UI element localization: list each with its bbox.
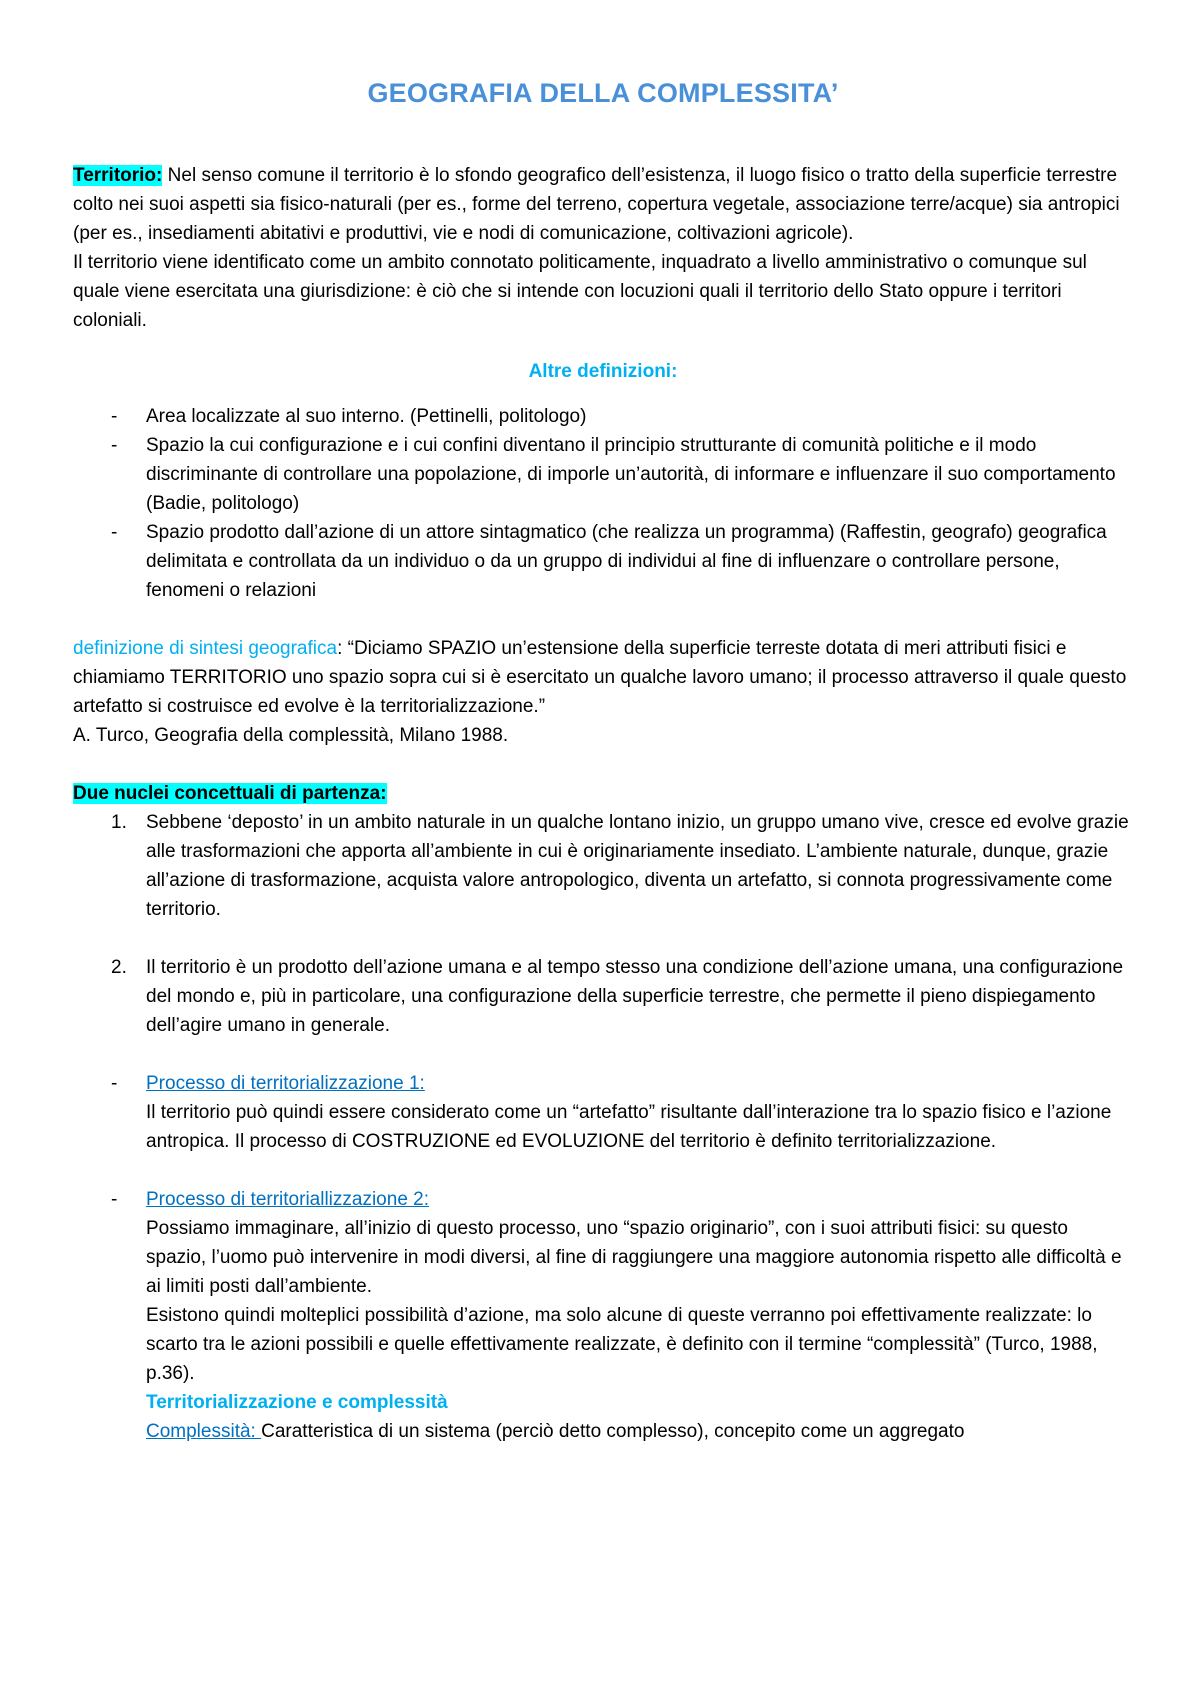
list-item-text: Spazio prodotto dall’azione di un attore sintagmatico (che realizza un programma) (Raffestin, geografo) geografica delimitata e controllata da un individuo o da un gruppo di individui al fine di influenzare o controllare persone, fenomeni o relazioni bbox=[146, 522, 1107, 601]
altre-definizioni-heading: Altre definizioni: bbox=[528, 361, 678, 382]
altre-definizioni-list bbox=[73, 402, 1133, 605]
list-item bbox=[73, 431, 1133, 518]
processo-2-link[interactable]: Processo di territoriallizzazione 2: bbox=[146, 1189, 430, 1210]
nuclei-heading: Due nuclei concettuali di partenza: bbox=[73, 783, 387, 804]
territorio-paragraph bbox=[73, 161, 1133, 248]
processo-1-link[interactable]: Processo di territorializzazione 1: bbox=[146, 1073, 425, 1094]
list-item bbox=[73, 1069, 1133, 1156]
list-item bbox=[73, 808, 1133, 924]
sintesi-citation: A. Turco, Geografia della complessità, Milano 1988. bbox=[73, 725, 509, 746]
list-item bbox=[73, 518, 1133, 605]
list-item bbox=[73, 953, 1133, 1040]
processo-2-text-2: Esistono quindi molteplici possibilità d’azione, ma solo alcune di queste verranno poi effettivamente realizzate: lo scarto tra le azioni possibili e quelle effettivamente realizzate, è definito con il termine “complessità” (Turco, 1988, p.36). bbox=[146, 1305, 1098, 1384]
list-item bbox=[73, 402, 1133, 431]
document-page bbox=[73, 78, 1133, 1446]
dash-bullet: - bbox=[111, 406, 118, 427]
list-item-text: Sebbene ‘deposto’ in un ambito naturale in un qualche lontano inizio, un gruppo umano vive, cresce ed evolve grazie alle trasformazioni che apporta all’ambiente in cui è originariamente insediato. L’ambiente naturale, dunque, grazie all’azione di trasformazione, acquista valore antropologico, diventa un artefatto, si connota progressivamente come territorio. bbox=[146, 812, 1129, 920]
page-title: GEOGRAFIA DELLA COMPLESSITA’ bbox=[367, 78, 839, 108]
sintesi-text: : “Diciamo SPAZIO un’estensione della superficie terreste dotata di meri attributi fisici e chiamiamo TERRITORIO uno spazio sopra cui si è esercitato un qualche lavoro umano; il processo attraverso il quale questo artefatto si costruisce ed evolve è la territorializzazione.” bbox=[73, 638, 1127, 717]
list-item bbox=[73, 1185, 1133, 1446]
processo-2-text-1: Possiamo immaginare, all’inizio di questo processo, uno “spazio originario”, con i suoi attributi fisici: su questo spazio, l’uomo può intervenire in modi diversi, al fine di raggiungere una maggiore autonomia rispetto alle difficoltà e ai limiti posti dall’ambiente. bbox=[146, 1218, 1122, 1297]
sintesi-label: definizione di sintesi geografica bbox=[73, 638, 338, 659]
processo-2-list bbox=[73, 1185, 1133, 1446]
processo-1-text: Il territorio può quindi essere considerato come un “artefatto” risultante dall’interazione tra lo spazio fisico e l’azione antropica. Il processo di COSTRUZIONE ed EVOLUZIONE del territorio è definito territorializzazione. bbox=[146, 1102, 1112, 1152]
list-item-text: Spazio la cui configurazione e i cui confini diventano il principio strutturante di comunità politiche e il modo discriminante di controllare una popolazione, di imporle un’autorità, di informare e influenzare il suo comportamento (Badie, politologo) bbox=[146, 435, 1116, 514]
complessita-text: Caratteristica di un sistema (perciò detto complesso), concepito come un aggregato bbox=[261, 1421, 965, 1442]
dash-bullet: - bbox=[111, 1073, 118, 1094]
processo-1-list bbox=[73, 1069, 1133, 1156]
territorio-text: Nel senso comune il territorio è lo sfondo geografico dell’esistenza, il luogo fisico o tratto della superficie terrestre colto nei suoi aspetti sia fisico-naturali (per es., forme del terreno, copertura vegetale, associazione terre/acque) sia antropici (per es., insediamenti abitativi e produttivi, vie e nodi di comunicazione, coltivazioni agricole). bbox=[73, 165, 1120, 244]
nuclei-heading-line bbox=[73, 779, 1133, 808]
list-number: 1. bbox=[111, 812, 127, 833]
territorio-label: Territorio: bbox=[73, 165, 163, 186]
sintesi-paragraph bbox=[73, 634, 1133, 721]
list-item-text: Area localizzate al suo interno. (Pettinelli, politologo) bbox=[146, 406, 587, 427]
complessita-link[interactable]: Complessità: bbox=[146, 1421, 262, 1442]
dash-bullet: - bbox=[111, 522, 118, 543]
territorio-paragraph-2: Il territorio viene identificato come un ambito connotato politicamente, inquadrato a livello amministrativo o comunque sul quale viene esercitata una giurisdizione: è ciò che si intende con locuzioni quali il territorio dello Stato oppure i territori coloniali. bbox=[73, 252, 1087, 331]
dash-bullet: - bbox=[111, 435, 118, 456]
territorializzazione-subheading: Territorializzazione e complessità bbox=[146, 1392, 448, 1413]
dash-bullet: - bbox=[111, 1189, 118, 1210]
list-number: 2. bbox=[111, 957, 127, 978]
nuclei-list bbox=[73, 808, 1133, 1040]
list-item-text: Il territorio è un prodotto dell’azione umana e al tempo stesso una condizione dell’azione umana, una configurazione del mondo e, più in particolare, una configurazione della superficie terrestre, che permette il pieno dispiegamento dell’agire umano in generale. bbox=[146, 957, 1124, 1036]
